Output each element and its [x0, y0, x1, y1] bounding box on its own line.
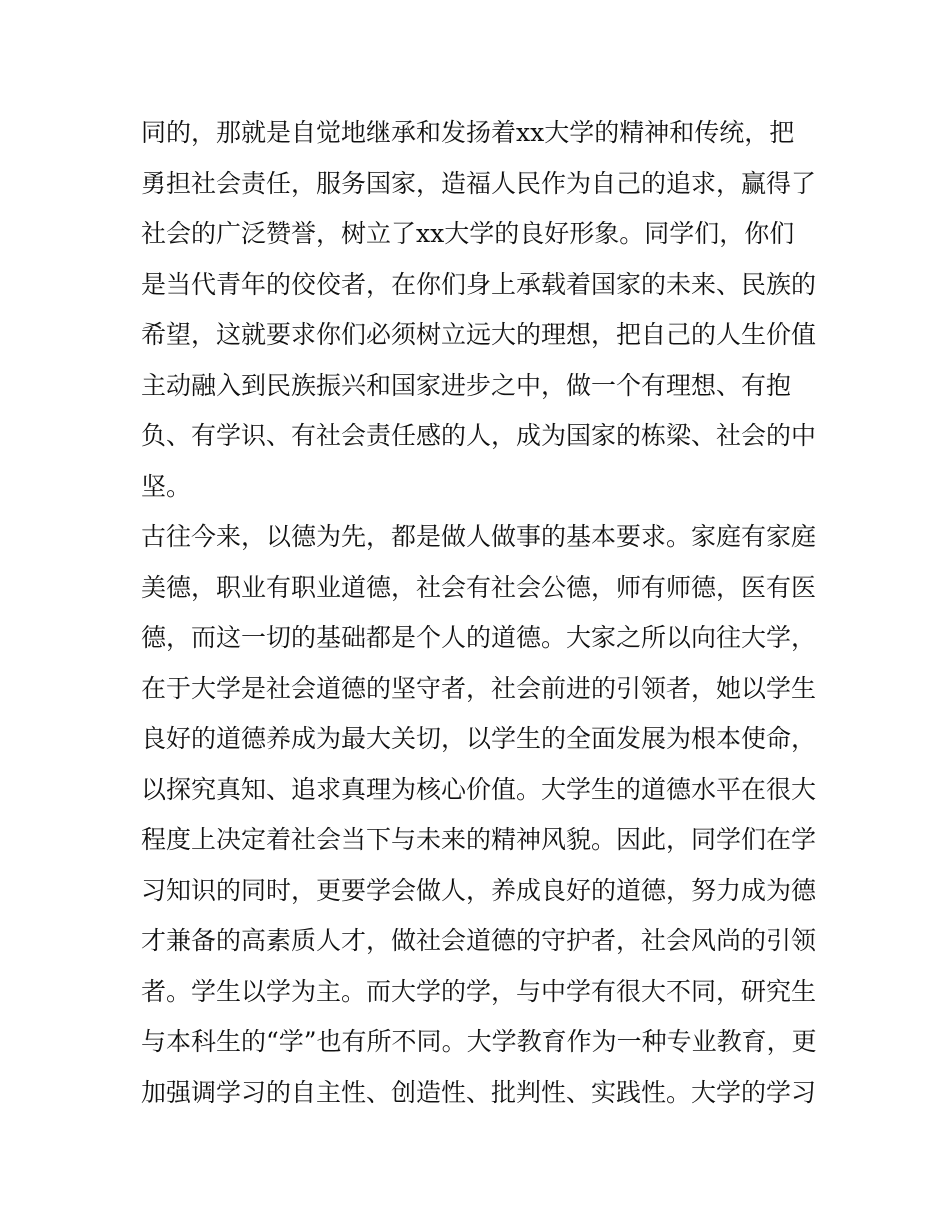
text-line: 古往今来，以德为先，都是做人做事的基本要求。家庭有家庭	[141, 522, 817, 551]
text-line: 希望，这就要求你们必须树立远大的理想，把自己的人生价值	[141, 320, 817, 349]
text-line: 加强调学习的自主性、创造性、批判性、实践性。大学的学习	[141, 1077, 817, 1107]
text-line: 者。学生以学为主。而大学的学，与中学有很大不同，研究生	[141, 976, 817, 1006]
text-line: 良好的道德养成为最大关切，以学生的全面发展为根本使命，	[141, 724, 817, 753]
text-line: 同的，那就是自觉地继承和发扬着xx大学的精神和传统，把	[141, 118, 795, 147]
text-line: 以探究真知、追求真理为核心价值。大学生的道德水平在很大	[141, 774, 817, 804]
text-line: 德，而这一切的基础都是个人的道德。大家之所以向往大学，	[141, 623, 817, 652]
text-line: 是当代青年的佼佼者，在你们身上承载着国家的未来、民族的	[141, 269, 817, 299]
text-line: 与本科生的“学”也有所不同。大学教育作为一种专业教育，更	[141, 1027, 817, 1056]
text-line: 程度上决定着社会当下与未来的精神风貌。因此，同学们在学	[141, 825, 817, 854]
text-line: 才兼备的高素质人才，做社会道德的守护者，社会风尚的引领	[141, 926, 817, 955]
text-line: 社会的广泛赞誉，树立了xx大学的良好形象。同学们，你们	[141, 219, 795, 248]
text-line: 勇担社会责任，服务国家，造福人民作为自己的追求，赢得了	[141, 168, 817, 198]
text-line: 美德，职业有职业道德，社会有社会公德，师有师德，医有医	[141, 572, 817, 602]
text-line: 习知识的同时，更要学会做人，养成良好的道德，努力成为德	[141, 875, 817, 905]
body-text	[141, 108, 821, 1118]
text-line: 主动融入到民族振兴和国家进步之中，做一个有理想、有抱	[141, 370, 792, 400]
text-line: 在于大学是社会道德的坚守者，社会前进的引领者，她以学生	[141, 673, 817, 703]
text-line: 负、有学识、有社会责任感的人，成为国家的栋梁、社会的中	[141, 421, 817, 450]
text-line: 坚。	[141, 471, 192, 501]
